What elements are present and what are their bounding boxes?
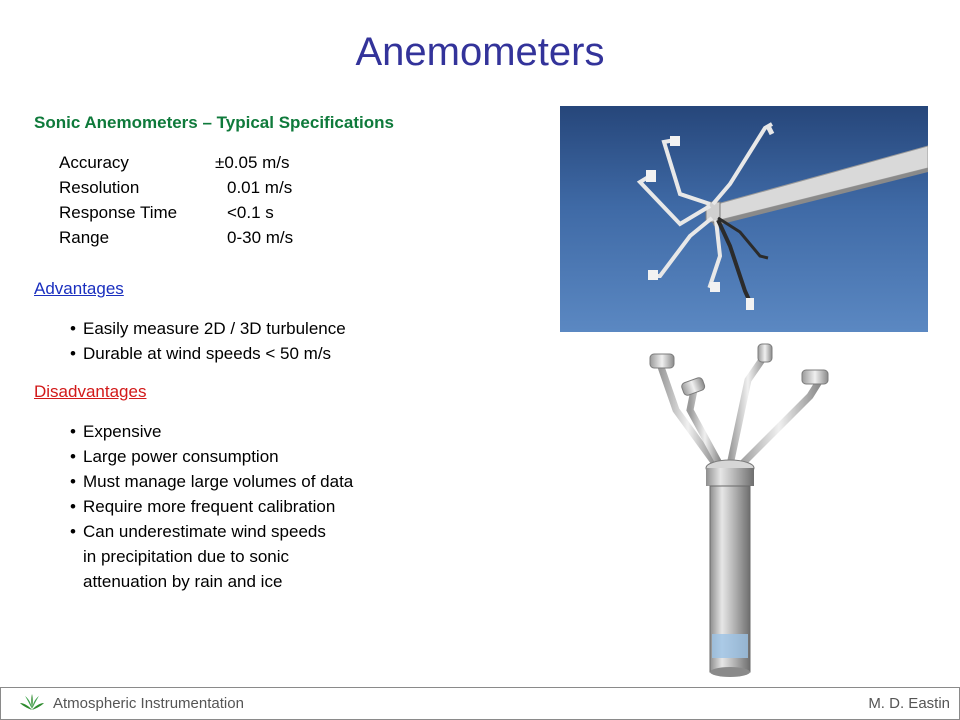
spec-label: Response Time — [59, 203, 178, 222]
spec-label: Accuracy — [59, 153, 129, 172]
disadvantages-heading: Disadvantages — [34, 382, 147, 401]
list-item-text: Large power consumption — [83, 447, 279, 466]
sonic-anemometer-sky-photo — [560, 106, 928, 332]
footer-bar — [0, 687, 960, 720]
leaf-logo-icon — [19, 693, 45, 715]
advantages-list — [70, 316, 346, 366]
bullet-icon: • — [70, 422, 76, 441]
spec-label: Resolution — [59, 178, 140, 197]
list-item-continuation: in precipitation due to sonic — [83, 547, 290, 566]
spec-value: ±0.05 m/s — [215, 153, 290, 172]
list-item — [70, 316, 346, 341]
bullet-icon: • — [70, 522, 76, 541]
list-item-continuation: attenuation by rain and ice — [83, 572, 283, 591]
disadvantages-list — [70, 419, 353, 594]
bullet-icon: • — [70, 497, 76, 516]
advantages-heading: Advantages — [34, 279, 124, 298]
spec-value: 0-30 m/s — [227, 228, 294, 247]
spec-value: <0.1 s — [227, 203, 274, 222]
bullet-icon: • — [70, 344, 76, 363]
bullet-icon: • — [70, 472, 76, 491]
list-item — [70, 341, 346, 366]
list-item-text: Easily measure 2D / 3D turbulence — [83, 319, 346, 338]
list-item-text: Must manage large volumes of data — [83, 472, 354, 491]
sonic-anemometer-illustration — [560, 106, 928, 332]
sonic-anemometer-body-illustration — [598, 340, 900, 680]
list-item-text: Durable at wind speeds < 50 m/s — [83, 344, 332, 363]
list-item-text: Expensive — [83, 422, 162, 441]
list-item — [70, 469, 353, 494]
spec-label: Range — [59, 228, 110, 247]
section-subtitle: Sonic Anemometers – Typical Specifications — [34, 113, 394, 132]
bullet-icon: • — [70, 319, 76, 338]
list-item — [70, 444, 353, 469]
sonic-anemometer-product-photo — [598, 340, 900, 680]
footer-course-title: Atmospheric Instrumentation — [53, 695, 244, 712]
list-item-text: Require more frequent calibration — [83, 497, 336, 516]
footer-author: M. D. Eastin — [868, 695, 950, 712]
list-item-text: Can underestimate wind speeds — [83, 522, 326, 541]
list-item — [70, 494, 353, 519]
list-item — [70, 519, 353, 594]
list-item — [70, 419, 353, 444]
spec-value: 0.01 m/s — [227, 178, 293, 197]
bullet-icon: • — [70, 447, 76, 466]
slide-title: Anemometers — [355, 30, 605, 74]
